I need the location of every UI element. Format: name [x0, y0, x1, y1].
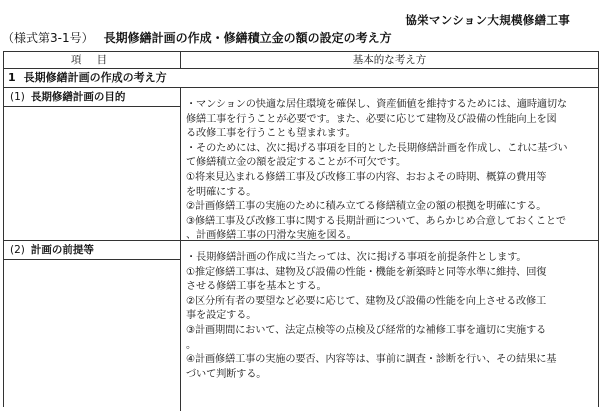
document-title: [2, 29, 392, 46]
text-line: る改修工事を行うことも望まれます。: [186, 128, 356, 140]
section-title: 長期修繕計画の作成の考え方: [23, 71, 167, 84]
policy-table: [3, 51, 599, 407]
item-number: (2): [10, 244, 25, 256]
text-line: て修繕積立金の額を設定することが不可欠です。: [186, 157, 407, 169]
item-cell: [4, 88, 181, 240]
item-label: [4, 88, 180, 107]
text-line: 事を設定する。: [186, 310, 257, 322]
section-number: 1: [8, 71, 16, 84]
column-header-row: [4, 52, 598, 69]
text-line: づいて判断する。: [186, 368, 267, 380]
text-line: を明確にする。: [186, 186, 257, 198]
text-line: ・そのためには、次に掲げる事項を目的とした長期修繕計画を作成し、これに基づい: [186, 142, 568, 154]
item-label: [4, 241, 180, 260]
text-line: 修繕工事を行うことが必要です。また、必要に応じて建物及び設備の性能向上を図: [186, 113, 557, 125]
text-line: ②区分所有者の要望など必要に応じて、建物及び設備の性能を向上させる改修工: [186, 295, 547, 307]
text-line: ③修繕工事及び改修工事に関する長期計画について、あらかじめ合意しておくことで: [186, 215, 566, 227]
basic-policy-cell: [181, 241, 598, 411]
form-number: （様式第3-1号）: [2, 31, 94, 45]
text-line: ④計画修繕工事の実施の要否、内容等は、事前に調査・診断を行い、その結果に基: [186, 354, 557, 366]
text-line: 。: [186, 339, 197, 351]
basic-policy-cell: [181, 88, 598, 240]
title-text: 長期修繕計画の作成・修繕積立金の額の設定の考え方: [103, 31, 392, 45]
text-line: ②計画修繕工事の実施のために積み立てる修繕積立金の額の根拠を明確にする。: [186, 201, 547, 213]
text-line: 、計画修繕工事の円滑な実施を図る。: [186, 230, 357, 242]
column-header-basic: 基本的な考え方: [352, 54, 427, 66]
text-line: させる修繕工事を基本とする。: [186, 281, 327, 293]
text-line: ・マンションの快適な居住環境を確保し、資産価値を維持するためには、適時適切な: [186, 99, 567, 110]
item-title: 長期修繕計画の目的: [30, 91, 126, 103]
text-line: ①将来見込まれる修繕工事及び改修工事の内容、おおよその時期、概算の費用等: [186, 171, 547, 183]
text-line: ③計画期間において、法定点検等の点検及び経常的な補修工事を適切に実施する: [186, 324, 547, 336]
text-line: ・長期修繕計画の作成に当たっては、次に掲げる事項を前提条件とします。: [186, 252, 527, 263]
table-row-purpose: [4, 88, 598, 241]
text-line: ①推定修繕工事は、建物及び設備の性能・機能を新築時と同等水準に維持、回復: [186, 266, 547, 278]
item-title: 計画の前提等: [30, 244, 94, 256]
item-number: (1): [10, 91, 25, 103]
column-header-item: 項 目: [4, 52, 181, 68]
organization-name: 協栄マンション大規模修繕工事: [405, 13, 570, 27]
table-row-premises: [4, 241, 598, 411]
section-heading: [4, 69, 598, 88]
item-cell: [4, 241, 181, 411]
